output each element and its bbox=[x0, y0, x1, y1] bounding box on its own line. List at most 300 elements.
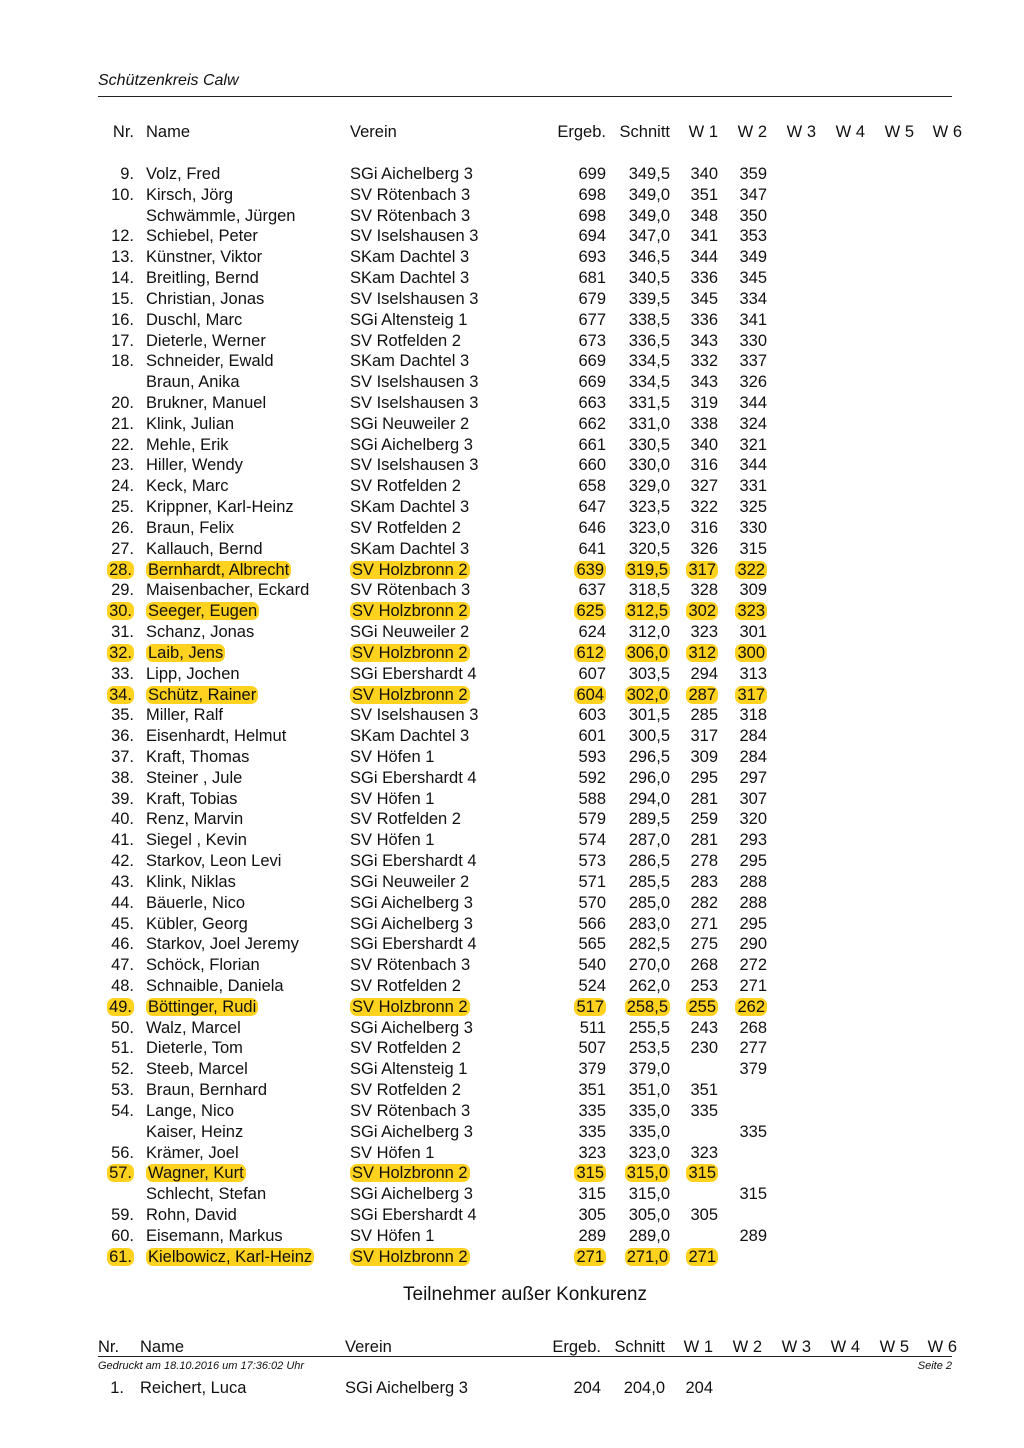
cell-schnitt: 330,5 bbox=[628, 435, 670, 454]
table-row bbox=[0, 1122, 1024, 1143]
cell-ergeb: 661 bbox=[578, 435, 606, 454]
cell-ergeb: 603 bbox=[578, 706, 606, 725]
cell-ergeb: 379 bbox=[578, 1060, 606, 1079]
cell-name: Schneider, Ewald bbox=[146, 352, 274, 371]
cell-nr: 38. bbox=[111, 768, 134, 787]
col-w2: W 2 bbox=[732, 1338, 762, 1356]
cell-w1: 278 bbox=[690, 852, 718, 871]
cell-w1: 230 bbox=[690, 1039, 718, 1058]
cell-w2: 262 bbox=[737, 997, 765, 1016]
cell-w1: 243 bbox=[690, 1018, 718, 1037]
cell-schnitt: 338,5 bbox=[628, 310, 670, 329]
table-row bbox=[0, 601, 1024, 622]
cell-name: Walz, Marcel bbox=[146, 1018, 241, 1037]
cell-nr: 15. bbox=[111, 289, 134, 308]
cell-name: Bäuerle, Nico bbox=[146, 893, 246, 912]
section-title: Teilnehmer außer Konkurenz bbox=[403, 1284, 647, 1305]
cell-name: Kaiser, Heinz bbox=[146, 1122, 244, 1141]
cell-verein: SKam Dachtel 3 bbox=[350, 248, 470, 267]
cell-nr: 9. bbox=[120, 165, 134, 183]
cell-schnitt: 335,0 bbox=[628, 1122, 670, 1141]
cell-schnitt: 346,5 bbox=[628, 248, 670, 267]
cell-w2: 334 bbox=[739, 289, 767, 308]
cell-schnitt: 204,0 bbox=[623, 1379, 665, 1397]
cell-ergeb: 694 bbox=[578, 227, 606, 246]
cell-ergeb: 604 bbox=[576, 685, 604, 704]
cell-w2: 309 bbox=[739, 581, 767, 600]
cell-name: Eisenhardt, Helmut bbox=[146, 727, 287, 746]
cell-nr: 31. bbox=[111, 623, 134, 642]
cell-nr: 33. bbox=[111, 664, 134, 683]
cell-nr: 45. bbox=[111, 914, 134, 933]
cell-w1: 268 bbox=[690, 956, 718, 975]
cell-ergeb: 524 bbox=[578, 976, 606, 995]
cell-w1: 255 bbox=[688, 997, 716, 1016]
cell-name: Schütz, Rainer bbox=[148, 685, 257, 704]
cell-schnitt: 315,0 bbox=[626, 1164, 668, 1183]
table-row bbox=[0, 435, 1024, 456]
cell-w1: 315 bbox=[688, 1164, 716, 1183]
cell-ergeb: 204 bbox=[573, 1379, 601, 1397]
cell-verein: SGi Aichelberg 3 bbox=[350, 914, 473, 933]
table-row bbox=[0, 1080, 1024, 1101]
table-row bbox=[0, 997, 1024, 1018]
table-row bbox=[0, 1205, 1024, 1226]
cell-name: Breitling, Bernd bbox=[146, 269, 259, 288]
cell-w2: 337 bbox=[739, 352, 767, 371]
cell-ergeb: 698 bbox=[578, 185, 606, 204]
cell-w1: 323 bbox=[690, 1143, 718, 1162]
cell-name: Böttinger, Rudi bbox=[148, 997, 257, 1016]
page-header-title: Schützenkreis Calw bbox=[98, 72, 239, 89]
cell-schnitt: 296,5 bbox=[628, 747, 670, 766]
cell-w1: 326 bbox=[690, 539, 718, 558]
table-row bbox=[0, 351, 1024, 372]
cell-ergeb: 698 bbox=[578, 206, 606, 225]
cell-schnitt: 253,5 bbox=[628, 1039, 670, 1058]
cell-verein: SGi Ebershardt 4 bbox=[350, 935, 477, 954]
cell-name: Wagner, Kurt bbox=[148, 1164, 244, 1183]
cell-name: Brukner, Manuel bbox=[146, 394, 267, 413]
cell-verein: SGi Neuweiler 2 bbox=[350, 872, 470, 891]
cell-name: Kraft, Thomas bbox=[146, 747, 250, 766]
cell-ergeb: 679 bbox=[578, 289, 606, 308]
cell-nr: 25. bbox=[111, 498, 134, 517]
cell-verein: SV Rötenbach 3 bbox=[350, 185, 471, 204]
cell-verein: SV Rotfelden 2 bbox=[350, 1081, 461, 1100]
cell-ergeb: 673 bbox=[578, 331, 606, 350]
cell-w1: 351 bbox=[690, 1081, 718, 1100]
cell-w1: 328 bbox=[690, 581, 718, 600]
cell-name: Krämer, Joel bbox=[146, 1143, 239, 1162]
cell-w2: 284 bbox=[739, 747, 767, 766]
cell-verein: SV Iselshausen 3 bbox=[350, 227, 479, 246]
cell-name: Volz, Fred bbox=[146, 165, 221, 183]
cell-w1: 316 bbox=[690, 518, 718, 537]
cell-name: Schiebel, Peter bbox=[146, 227, 258, 246]
col-nr: Nr. bbox=[112, 123, 134, 141]
cell-name: Steiner , Jule bbox=[146, 768, 243, 787]
cell-schnitt: 320,5 bbox=[628, 539, 670, 558]
table-row bbox=[0, 934, 1024, 955]
cell-ergeb: 305 bbox=[578, 1206, 606, 1224]
cell-schnitt: 296,0 bbox=[628, 768, 670, 787]
cell-verein: SV Iselshausen 3 bbox=[350, 373, 479, 392]
cell-w1: 319 bbox=[690, 394, 718, 413]
cell-verein: SV Iselshausen 3 bbox=[350, 706, 479, 725]
cell-verein: SGi Ebershardt 4 bbox=[350, 1206, 477, 1224]
cell-name: Schlecht, Stefan bbox=[146, 1185, 267, 1204]
cell-w1: 332 bbox=[690, 352, 718, 371]
cell-w1: 344 bbox=[690, 248, 718, 267]
cell-w2: 272 bbox=[739, 956, 767, 975]
cell-w1: 312 bbox=[688, 643, 716, 662]
cell-w1: 282 bbox=[690, 893, 718, 912]
cell-name: Maisenbacher, Eckard bbox=[146, 581, 310, 600]
cell-schnitt: 285,0 bbox=[628, 893, 670, 912]
cell-ergeb: 323 bbox=[578, 1143, 606, 1162]
cell-w1: 341 bbox=[690, 227, 718, 246]
cell-w2: 301 bbox=[739, 623, 767, 642]
cell-nr: 56. bbox=[111, 1143, 134, 1162]
cell-ergeb: 607 bbox=[578, 664, 606, 683]
table-row bbox=[0, 414, 1024, 435]
table-row bbox=[0, 643, 1024, 664]
cell-verein: SGi Altensteig 1 bbox=[350, 310, 468, 329]
cell-ergeb: 693 bbox=[578, 248, 606, 267]
cell-w2: 350 bbox=[739, 206, 767, 225]
cell-w1: 317 bbox=[690, 727, 718, 746]
cell-w1: 316 bbox=[690, 456, 718, 475]
cell-ergeb: 647 bbox=[578, 498, 606, 517]
cell-w2: 295 bbox=[739, 914, 767, 933]
table-row bbox=[0, 622, 1024, 643]
cell-ergeb: 565 bbox=[578, 935, 606, 954]
table-row bbox=[0, 872, 1024, 893]
cell-schnitt: 336,5 bbox=[628, 331, 670, 350]
cell-w2: 300 bbox=[737, 643, 765, 662]
cell-schnitt: 300,5 bbox=[628, 727, 670, 746]
cell-schnitt: 323,0 bbox=[628, 518, 670, 537]
cell-name: Schwämmle, Jürgen bbox=[146, 206, 296, 225]
cell-verein: SGi Altensteig 1 bbox=[350, 1060, 468, 1079]
cell-w2: 330 bbox=[739, 331, 767, 350]
cell-verein: SV Iselshausen 3 bbox=[350, 289, 479, 308]
cell-name: Siegel , Kevin bbox=[146, 831, 247, 850]
cell-w2: 322 bbox=[737, 560, 765, 579]
cell-w2: 324 bbox=[739, 414, 767, 433]
cell-w1: 283 bbox=[690, 872, 718, 891]
cell-ergeb: 566 bbox=[578, 914, 606, 933]
cell-w1: 323 bbox=[690, 623, 718, 642]
cell-name: Renz, Marvin bbox=[146, 810, 244, 829]
cell-w2: 317 bbox=[737, 685, 765, 704]
cell-ergeb: 699 bbox=[578, 165, 606, 183]
cell-nr: 48. bbox=[111, 976, 134, 995]
cell-schnitt: 339,5 bbox=[628, 289, 670, 308]
cell-verein: SKam Dachtel 3 bbox=[350, 727, 470, 746]
cell-name: Mehle, Erik bbox=[146, 435, 229, 454]
cell-ergeb: 588 bbox=[578, 789, 606, 808]
cell-schnitt: 334,5 bbox=[628, 352, 670, 371]
cell-verein: SGi Aichelberg 3 bbox=[350, 1185, 473, 1204]
cell-w1: 271 bbox=[688, 1247, 716, 1266]
table-row bbox=[0, 247, 1024, 268]
table-row bbox=[0, 976, 1024, 997]
cell-w1: 302 bbox=[688, 602, 716, 621]
cell-w1: 281 bbox=[690, 831, 718, 850]
cell-verein: SKam Dachtel 3 bbox=[350, 539, 470, 558]
table-row bbox=[0, 893, 1024, 914]
cell-verein: SV Holzbronn 2 bbox=[352, 997, 468, 1016]
cell-ergeb: 540 bbox=[578, 956, 606, 975]
cell-schnitt: 289,5 bbox=[628, 810, 670, 829]
cell-name: Schanz, Jonas bbox=[146, 623, 255, 642]
cell-verein: SV Rotfelden 2 bbox=[350, 810, 461, 829]
cell-name: Miller, Ralf bbox=[146, 706, 224, 725]
cell-ergeb: 271 bbox=[576, 1247, 604, 1266]
cell-name: Kallauch, Bernd bbox=[146, 539, 263, 558]
table-row bbox=[0, 560, 1024, 581]
cell-w2: 335 bbox=[739, 1122, 767, 1141]
print-date: Gedruckt am 18.10.2016 um 17:36:02 Uhr bbox=[98, 1360, 305, 1372]
cell-schnitt: 270,0 bbox=[628, 956, 670, 975]
cell-name: Kirsch, Jörg bbox=[146, 185, 234, 204]
cell-schnitt: 319,5 bbox=[626, 560, 668, 579]
col-w1: W 1 bbox=[683, 1338, 713, 1356]
cell-nr: 24. bbox=[111, 477, 134, 496]
cell-ergeb: 677 bbox=[578, 310, 606, 329]
cell-nr: 59. bbox=[111, 1206, 134, 1224]
cell-ergeb: 351 bbox=[578, 1081, 606, 1100]
cell-w1: 351 bbox=[690, 185, 718, 204]
cell-w2: 344 bbox=[739, 394, 767, 413]
cell-nr: 12. bbox=[111, 227, 134, 246]
cell-ergeb: 625 bbox=[576, 602, 604, 621]
cell-nr: 52. bbox=[111, 1060, 134, 1079]
table-row bbox=[0, 476, 1024, 497]
cell-w2: 320 bbox=[739, 810, 767, 829]
cell-schnitt: 302,0 bbox=[626, 685, 668, 704]
cell-verein: SV Rotfelden 2 bbox=[350, 518, 461, 537]
column-header-row bbox=[0, 122, 1024, 143]
col-w4: W 4 bbox=[835, 123, 865, 141]
cell-name: Seeger, Eugen bbox=[148, 602, 258, 621]
cell-verein: SV Holzbronn 2 bbox=[352, 1247, 468, 1266]
cell-nr: 35. bbox=[111, 706, 134, 725]
cell-w1: 275 bbox=[690, 935, 718, 954]
cell-schnitt: 331,0 bbox=[628, 414, 670, 433]
cell-w2: 341 bbox=[739, 310, 767, 329]
cell-verein: SV Höfen 1 bbox=[350, 789, 435, 808]
cell-nr: 39. bbox=[111, 789, 134, 808]
col-w1: W 1 bbox=[688, 123, 718, 141]
cell-w1: 271 bbox=[690, 914, 718, 933]
cell-verein: SV Holzbronn 2 bbox=[352, 685, 468, 704]
cell-w2: 321 bbox=[739, 435, 767, 454]
cell-schnitt: 301,5 bbox=[628, 706, 670, 725]
table-row bbox=[0, 830, 1024, 851]
cell-verein: SGi Neuweiler 2 bbox=[350, 414, 470, 433]
cell-schnitt: 315,0 bbox=[628, 1185, 670, 1204]
cell-verein: SKam Dachtel 3 bbox=[350, 269, 470, 288]
cell-w2: 315 bbox=[739, 539, 767, 558]
cell-w1: 204 bbox=[685, 1379, 713, 1397]
cell-w1: 295 bbox=[690, 768, 718, 787]
table-row bbox=[0, 914, 1024, 935]
table-row bbox=[0, 1378, 1024, 1399]
cell-nr: 14. bbox=[111, 269, 134, 288]
cell-ergeb: 517 bbox=[576, 997, 604, 1016]
cell-w2: 344 bbox=[739, 456, 767, 475]
cell-nr: 49. bbox=[109, 997, 132, 1016]
cell-name: Kübler, Georg bbox=[146, 914, 248, 933]
cell-w2: 268 bbox=[739, 1018, 767, 1037]
cell-name: Braun, Anika bbox=[146, 373, 240, 392]
cell-name: Klink, Julian bbox=[146, 414, 235, 433]
cell-verein: SGi Ebershardt 4 bbox=[350, 852, 477, 871]
cell-verein: SGi Aichelberg 3 bbox=[350, 165, 473, 183]
cell-ergeb: 593 bbox=[578, 747, 606, 766]
cell-verein: SV Rotfelden 2 bbox=[350, 477, 461, 496]
cell-ergeb: 669 bbox=[578, 373, 606, 392]
cell-schnitt: 286,5 bbox=[628, 852, 670, 871]
cell-w2: 288 bbox=[739, 893, 767, 912]
cell-schnitt: 329,0 bbox=[628, 477, 670, 496]
col-w4: W 4 bbox=[830, 1338, 860, 1356]
cell-ergeb: 624 bbox=[578, 623, 606, 642]
cell-w1: 259 bbox=[690, 810, 718, 829]
cell-name: Rohn, David bbox=[146, 1206, 237, 1224]
cell-verein: SV Iselshausen 3 bbox=[350, 456, 479, 475]
section2-column-header-row bbox=[0, 1337, 1024, 1358]
cell-ergeb: 507 bbox=[578, 1039, 606, 1058]
cell-nr: 26. bbox=[111, 518, 134, 537]
cell-name: Klink, Niklas bbox=[146, 872, 236, 891]
cell-verein: SGi Aichelberg 3 bbox=[350, 1122, 473, 1141]
cell-verein: SGi Aichelberg 3 bbox=[350, 1018, 473, 1037]
cell-schnitt: 312,5 bbox=[626, 602, 668, 621]
cell-nr: 34. bbox=[109, 685, 132, 704]
cell-schnitt: 335,0 bbox=[628, 1101, 670, 1120]
cell-schnitt: 323,0 bbox=[628, 1143, 670, 1162]
cell-ergeb: 511 bbox=[579, 1018, 606, 1037]
cell-name: Lipp, Jochen bbox=[146, 664, 240, 683]
cell-nr: 22. bbox=[111, 435, 134, 454]
cell-w2: 290 bbox=[739, 935, 767, 954]
cell-w2: 379 bbox=[739, 1060, 767, 1079]
col-name: Name bbox=[146, 123, 191, 141]
cell-verein: SV Holzbronn 2 bbox=[352, 560, 468, 579]
cell-nr: 13. bbox=[111, 248, 134, 267]
table-row bbox=[0, 289, 1024, 310]
cell-name: Duschl, Marc bbox=[146, 310, 243, 329]
cell-nr: 53. bbox=[111, 1081, 134, 1100]
cell-schnitt: 318,5 bbox=[628, 581, 670, 600]
cell-w2: 326 bbox=[739, 373, 767, 392]
table-row bbox=[0, 705, 1024, 726]
cell-nr: 16. bbox=[111, 310, 134, 329]
table-row bbox=[0, 206, 1024, 227]
cell-w2: 347 bbox=[739, 185, 767, 204]
cell-nr: 28. bbox=[109, 560, 132, 579]
table-row bbox=[0, 310, 1024, 331]
cell-w1: 294 bbox=[690, 664, 718, 683]
cell-nr: 21. bbox=[111, 414, 134, 433]
cell-schnitt: 349,0 bbox=[628, 185, 670, 204]
cell-verein: SV Holzbronn 2 bbox=[352, 643, 468, 662]
col-w5: W 5 bbox=[879, 1338, 909, 1356]
cell-w2: 323 bbox=[737, 602, 765, 621]
col-schnitt: Schnitt bbox=[614, 1338, 665, 1356]
cell-schnitt: 330,0 bbox=[628, 456, 670, 475]
cell-nr: 57. bbox=[109, 1164, 132, 1183]
cell-w2: 359 bbox=[739, 165, 767, 183]
table-row bbox=[0, 789, 1024, 810]
cell-nr: 29. bbox=[111, 581, 134, 600]
cell-schnitt: 287,0 bbox=[628, 831, 670, 850]
cell-nr: 42. bbox=[111, 852, 134, 871]
col-ergeb: Ergeb. bbox=[552, 1338, 601, 1356]
table-row bbox=[0, 455, 1024, 476]
col-w6: W 6 bbox=[927, 1338, 957, 1356]
cell-name: Kielbowicz, Karl-Heinz bbox=[148, 1247, 313, 1266]
cell-schnitt: 331,5 bbox=[628, 394, 670, 413]
cell-w1: 336 bbox=[690, 310, 718, 329]
cell-ergeb: 335 bbox=[578, 1122, 606, 1141]
cell-name: Lange, Nico bbox=[146, 1101, 235, 1120]
table-row bbox=[0, 226, 1024, 247]
cell-name: Künstner, Viktor bbox=[146, 248, 263, 267]
table-row bbox=[0, 1101, 1024, 1122]
cell-ergeb: 658 bbox=[578, 477, 606, 496]
col-verein: Verein bbox=[350, 123, 397, 141]
cell-ergeb: 639 bbox=[576, 560, 604, 579]
cell-name: Dieterle, Werner bbox=[146, 331, 266, 350]
cell-schnitt: 262,0 bbox=[628, 976, 670, 995]
cell-verein: SGi Aichelberg 3 bbox=[350, 893, 473, 912]
footer-rule bbox=[98, 1356, 952, 1357]
cell-schnitt: 289,0 bbox=[628, 1226, 670, 1245]
table-row bbox=[0, 1038, 1024, 1059]
cell-nr: 47. bbox=[111, 956, 134, 975]
table-row bbox=[0, 1018, 1024, 1039]
cell-nr: 10. bbox=[111, 185, 134, 204]
cell-ergeb: 592 bbox=[578, 768, 606, 787]
cell-verein: SV Rotfelden 2 bbox=[350, 331, 461, 350]
table-row bbox=[0, 1143, 1024, 1164]
cell-ergeb: 315 bbox=[576, 1164, 604, 1183]
cell-ergeb: 669 bbox=[578, 352, 606, 371]
cell-schnitt: 349,5 bbox=[628, 165, 670, 183]
cell-verein: SGi Aichelberg 3 bbox=[350, 435, 473, 454]
cell-schnitt: 282,5 bbox=[628, 935, 670, 954]
col-w3: W 3 bbox=[786, 123, 816, 141]
cell-name: Krippner, Karl-Heinz bbox=[146, 498, 294, 517]
cell-ergeb: 662 bbox=[578, 414, 606, 433]
cell-name: Dieterle, Tom bbox=[146, 1039, 243, 1058]
cell-name: Christian, Jonas bbox=[146, 289, 265, 308]
cell-w1: 343 bbox=[690, 373, 718, 392]
cell-nr: 51. bbox=[111, 1039, 134, 1058]
cell-nr: 20. bbox=[111, 394, 134, 413]
col-nr: Nr. bbox=[98, 1338, 120, 1356]
cell-verein: SV Höfen 1 bbox=[350, 1226, 435, 1245]
cell-w2: 284 bbox=[739, 727, 767, 746]
cell-w2: 293 bbox=[739, 831, 767, 850]
cell-name: Schnaible, Daniela bbox=[146, 976, 284, 995]
cell-w2: 315 bbox=[739, 1185, 767, 1204]
